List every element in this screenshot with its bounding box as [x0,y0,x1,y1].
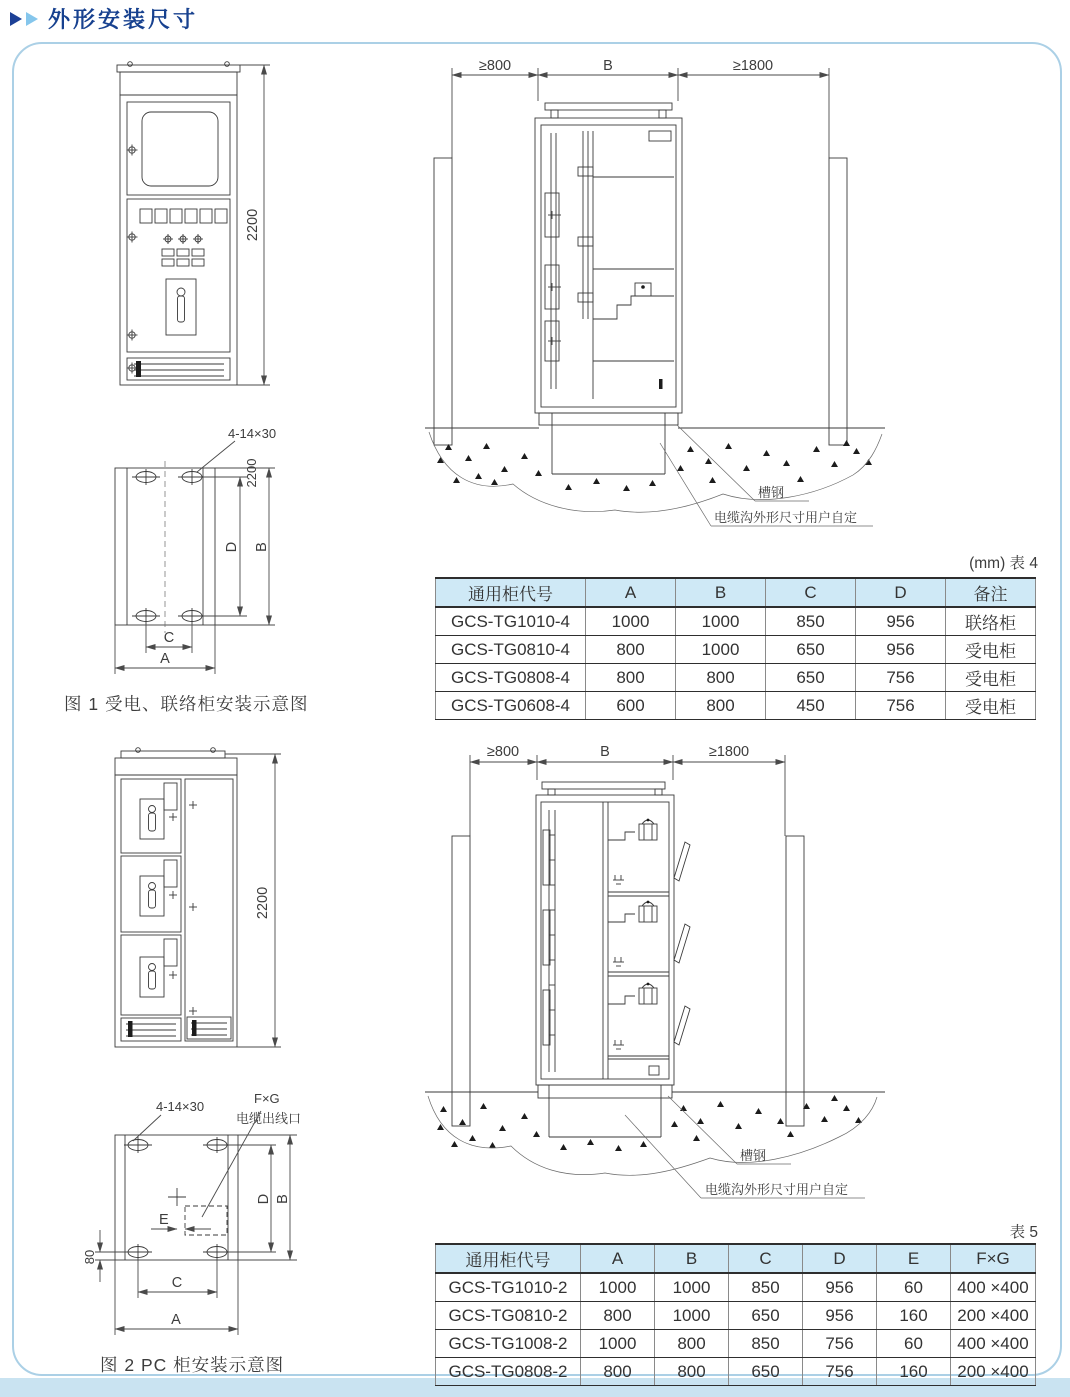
table-cell: 1000 [676,607,766,636]
trench-note-label: 电缆沟外形尺寸用户自定 [705,1182,849,1197]
left-wall [452,836,470,1126]
table4 [435,577,1036,720]
table-cell: 756 [803,1358,877,1386]
table-cell: 800 [676,664,766,692]
table-cell: 850 [729,1273,803,1302]
table-cell: GCS-TG1008-2 [436,1330,581,1358]
dim-height-2200: 2200 [255,886,271,920]
table-cell: 400 ×400 [951,1330,1036,1358]
table-cell: 160 [877,1302,951,1330]
table-row [436,1302,1036,1330]
column-header: D [856,578,946,607]
table4-caption: (mm) 表 4 [969,555,1038,572]
table-cell: 160 [877,1358,951,1386]
table-cell: GCS-TG0608-4 [436,692,586,720]
page-title: 外形安装尺寸 [48,7,199,32]
table-cell: 联络柜 [946,607,1036,636]
column-header: C [729,1244,803,1273]
width-b-label: B [603,58,613,74]
table-cell: 1000 [586,607,676,636]
table-cell: 650 [766,636,856,664]
table-cell: GCS-TG0808-2 [436,1358,581,1386]
dim-d-label: D [256,1193,272,1205]
dim-c-label: C [171,1275,183,1291]
gap-left-label: ≥800 [486,744,520,760]
table-cell: GCS-TG0810-4 [436,636,586,664]
table-cell: 受电柜 [946,692,1036,720]
column-header: B [676,578,766,607]
table-cell: 受电柜 [946,636,1036,664]
figure1-caption: 图 1 受电、联络柜安装示意图 [64,694,309,714]
width-b-label: B [600,744,610,760]
table-cell: 956 [856,607,946,636]
hole-spec-label: 4-14×30 [228,426,277,441]
table-header-row [436,578,1036,607]
table5-caption: 表 5 [1009,1224,1038,1241]
table-cell: 800 [581,1358,655,1386]
install-diagram1-drawing [425,55,885,545]
outlet-size-label: F×G [254,1091,280,1106]
trench-note-label: 电缆沟外形尺寸用户自定 [714,510,858,525]
dim-e-label: E [159,1212,169,1228]
plan-height-label: 2200 [244,458,259,488]
table-cell: 756 [803,1330,877,1358]
channel-steel-label: 槽钢 [740,1148,767,1163]
table-cell: 1000 [655,1302,729,1330]
column-header: F×G [951,1244,1036,1273]
table-cell: GCS-TG0810-2 [436,1302,581,1330]
hole-spec-label: 4-14×30 [156,1099,205,1114]
column-header: E [877,1244,951,1273]
dim-80-label: 80 [82,1249,97,1265]
table-row [436,607,1036,636]
table-cell: 800 [586,636,676,664]
table-cell: 756 [856,692,946,720]
figure2-caption: 图 2 PC 柜安装示意图 [100,1355,285,1375]
table-cell: 800 [581,1302,655,1330]
table-cell: GCS-TG0808-4 [436,664,586,692]
figure2-front-view-drawing [85,745,315,1075]
table-row [436,692,1036,720]
table-cell: 800 [655,1358,729,1386]
table-header-row [436,1244,1036,1273]
table-row [436,1330,1036,1358]
section-header [10,3,198,34]
table-cell: 60 [877,1273,951,1302]
table-cell: 800 [655,1330,729,1358]
gap-right-label: ≥1800 [732,58,774,74]
right-wall [786,836,804,1126]
column-header: D [803,1244,877,1273]
dim-c-label: C [163,630,175,646]
table-cell: 650 [729,1302,803,1330]
arrow-icon [10,12,22,26]
table-cell: 受电柜 [946,664,1036,692]
dim-b-label: B [254,542,270,552]
table-row [436,636,1036,664]
table-row [436,1358,1036,1386]
table-cell: 1000 [581,1273,655,1302]
table-cell: 650 [729,1358,803,1386]
column-header: A [581,1244,655,1273]
ground-speckles [437,440,872,491]
table-cell: 450 [766,692,856,720]
dim-a-label: A [171,1312,181,1328]
table-cell: 956 [803,1273,877,1302]
table-cell: 956 [803,1302,877,1330]
table-cell: 1000 [676,636,766,664]
column-header: 通用柜代号 [436,578,586,607]
table-cell: 800 [676,692,766,720]
table-cell: 1000 [581,1330,655,1358]
table-cell: 200 ×400 [951,1358,1036,1386]
table-cell: GCS-TG1010-2 [436,1273,581,1302]
install-diagram2-drawing [425,740,885,1220]
column-header: 通用柜代号 [436,1244,581,1273]
dim-d-label: D [224,541,240,553]
table-cell: 1000 [655,1273,729,1302]
dim-height-2200: 2200 [245,208,261,242]
table-cell: 956 [856,636,946,664]
figure2-base-plan-drawing [75,1085,345,1347]
table-cell: 800 [586,664,676,692]
figure1-front-view-drawing [90,55,290,400]
dim-b-label: B [275,1194,291,1204]
table-cell: 850 [766,607,856,636]
table-cell: 60 [877,1330,951,1358]
gap-left-label: ≥800 [478,58,512,74]
figure1-base-plan-drawing [85,415,315,680]
right-wall [829,158,847,445]
table-cell: 850 [729,1330,803,1358]
table-cell: GCS-TG1010-4 [436,607,586,636]
table-cell: 650 [766,664,856,692]
table-cell: 400 ×400 [951,1273,1036,1302]
ground-speckles [437,1095,862,1151]
gap-right-label: ≥1800 [708,744,750,760]
channel-steel-label: 槽钢 [758,485,785,500]
column-header: B [655,1244,729,1273]
cable-outlet-label: 电缆出线口 [236,1111,302,1126]
table-cell: 600 [586,692,676,720]
dim-a-label: A [160,651,170,667]
table5 [435,1243,1036,1386]
table-row [436,1273,1036,1302]
column-header: 备注 [946,578,1036,607]
table-cell: 200 ×400 [951,1302,1036,1330]
left-wall [434,158,452,445]
table-cell: 756 [856,664,946,692]
arrow-icon-light [26,12,38,26]
table-row [436,664,1036,692]
column-header: C [766,578,856,607]
column-header: A [586,578,676,607]
